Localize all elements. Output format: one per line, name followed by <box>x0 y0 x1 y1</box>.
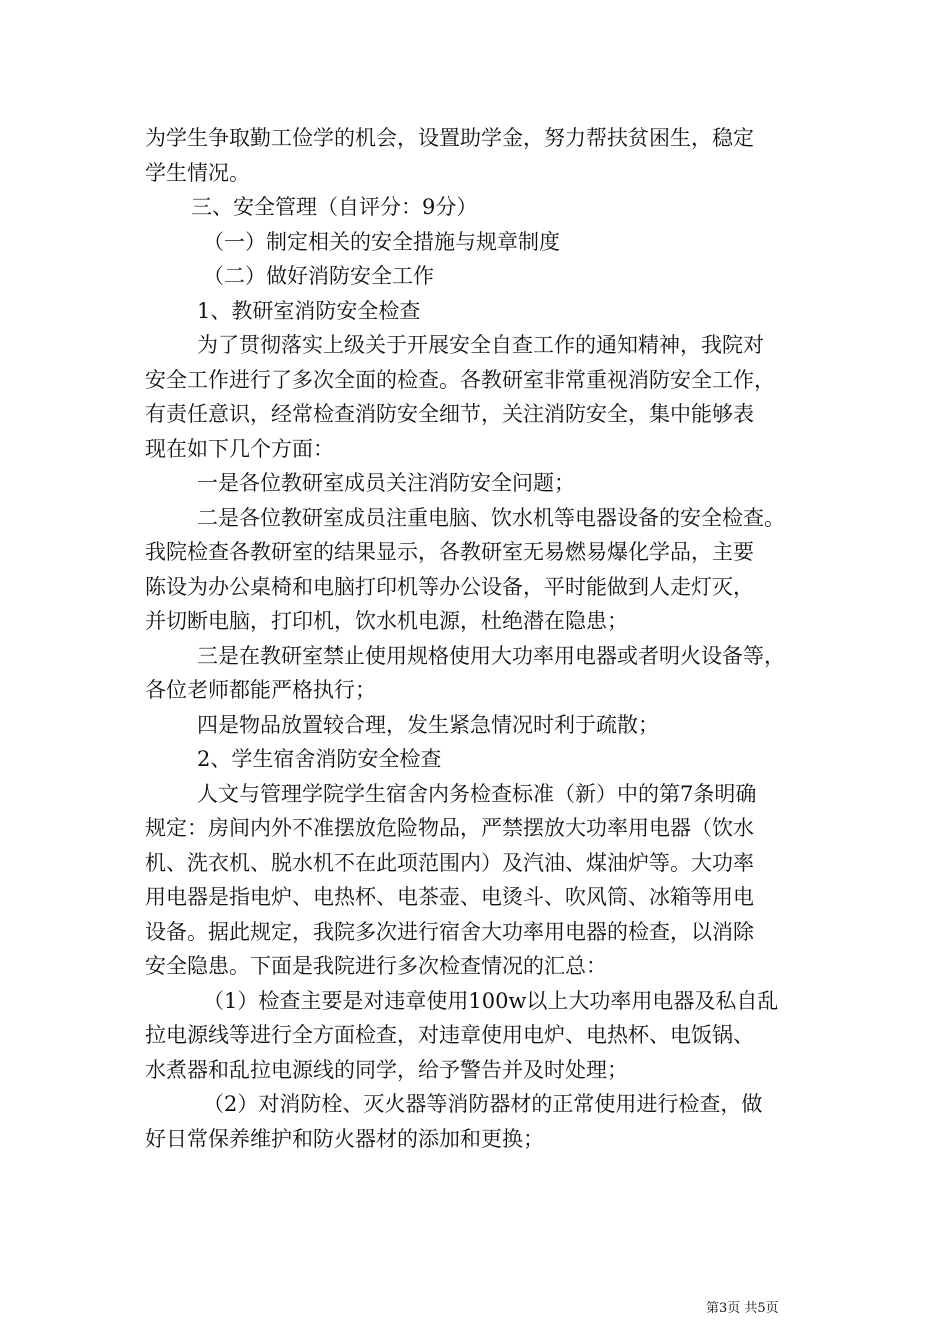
body-line: 人文与管理学院学生宿舍内务检查标准（新）中的第7条明确 <box>197 781 757 806</box>
section-heading: 三、安全管理（自评分：9分） <box>191 195 478 219</box>
body-line: 安全工作进行了多次全面的检查。各教研室非常重视消防安全工作， <box>145 367 775 392</box>
document-body <box>145 121 813 1156</box>
body-line: 拉电源线等进行全方面检查，对违章使用电炉、电热杯、电饭锅、 <box>145 1023 754 1047</box>
body-line: 二是各位教研室成员注重电脑、饮水机等电器设备的安全检查。 <box>197 505 785 530</box>
body-line: 学生情况。 <box>145 160 250 185</box>
body-line: 四是物品放置较合理，发生紧急情况时利于疏散； <box>197 712 659 737</box>
body-line: 规定：房间内外不准摆放危险物品，严禁摆放大功率用电器（饮水 <box>145 816 754 840</box>
body-line: 设备。据此规定，我院多次进行宿舍大功率用电器的检查，以消除 <box>145 919 754 944</box>
subsection-heading: （一）制定相关的安全措施与规章制度 <box>203 229 560 254</box>
body-line: （1）检查主要是对违章使用100w以上大功率用电器及私自乱 <box>203 988 779 1013</box>
body-line: 各位老师都能严格执行； <box>145 678 376 702</box>
page-number-footer: 第3页 共5页 <box>706 1301 779 1316</box>
body-line: 用电器是指电炉、电热杯、电茶壶、电烫斗、吹风筒、冰箱等用电 <box>145 885 754 909</box>
body-line: 并切断电脑，打印机，饮水机电源，杜绝潜在隐患； <box>145 609 628 633</box>
item-heading: 2、学生宿舍消防安全检查 <box>197 747 442 771</box>
body-line: 陈设为办公桌椅和电脑打印机等办公设备，平时能做到人走灯灭， <box>145 574 754 599</box>
body-line: 为学生争取勤工俭学的机会，设置助学金，努力帮扶贫困生，稳定 <box>145 126 754 150</box>
body-line: 我院检查各教研室的结果显示，各教研室无易燃易爆化学品，主要 <box>145 540 754 564</box>
body-line: 现在如下几个方面： <box>145 436 334 461</box>
body-line: 机、洗衣机、脱水机不在此项范围内）及汽油、煤油炉等。大功率 <box>145 850 754 875</box>
body-line: 一是各位教研室成员关注消防安全问题； <box>197 471 575 495</box>
body-line: 三是在教研室禁止使用规格使用大功率用电器或者明火设备等， <box>197 643 785 668</box>
body-line: 为了贯彻落实上级关于开展安全自查工作的通知精神，我院对 <box>197 333 764 357</box>
body-line: （2）对消防栓、灭火器等消防器材的正常使用进行检查，做 <box>203 1092 763 1116</box>
body-line: 有责任意识，经常检查消防安全细节，关注消防安全，集中能够表 <box>145 402 754 426</box>
subsection-heading: （二）做好消防安全工作 <box>203 264 434 288</box>
body-line: 安全隐患。下面是我院进行多次检查情况的汇总： <box>145 954 607 978</box>
body-line: 水煮器和乱拉电源线的同学，给予警告并及时处理； <box>145 1057 628 1082</box>
item-heading: 1、教研室消防安全检查 <box>197 298 421 323</box>
body-line: 好日常保养维护和防火器材的添加和更换； <box>145 1126 544 1151</box>
